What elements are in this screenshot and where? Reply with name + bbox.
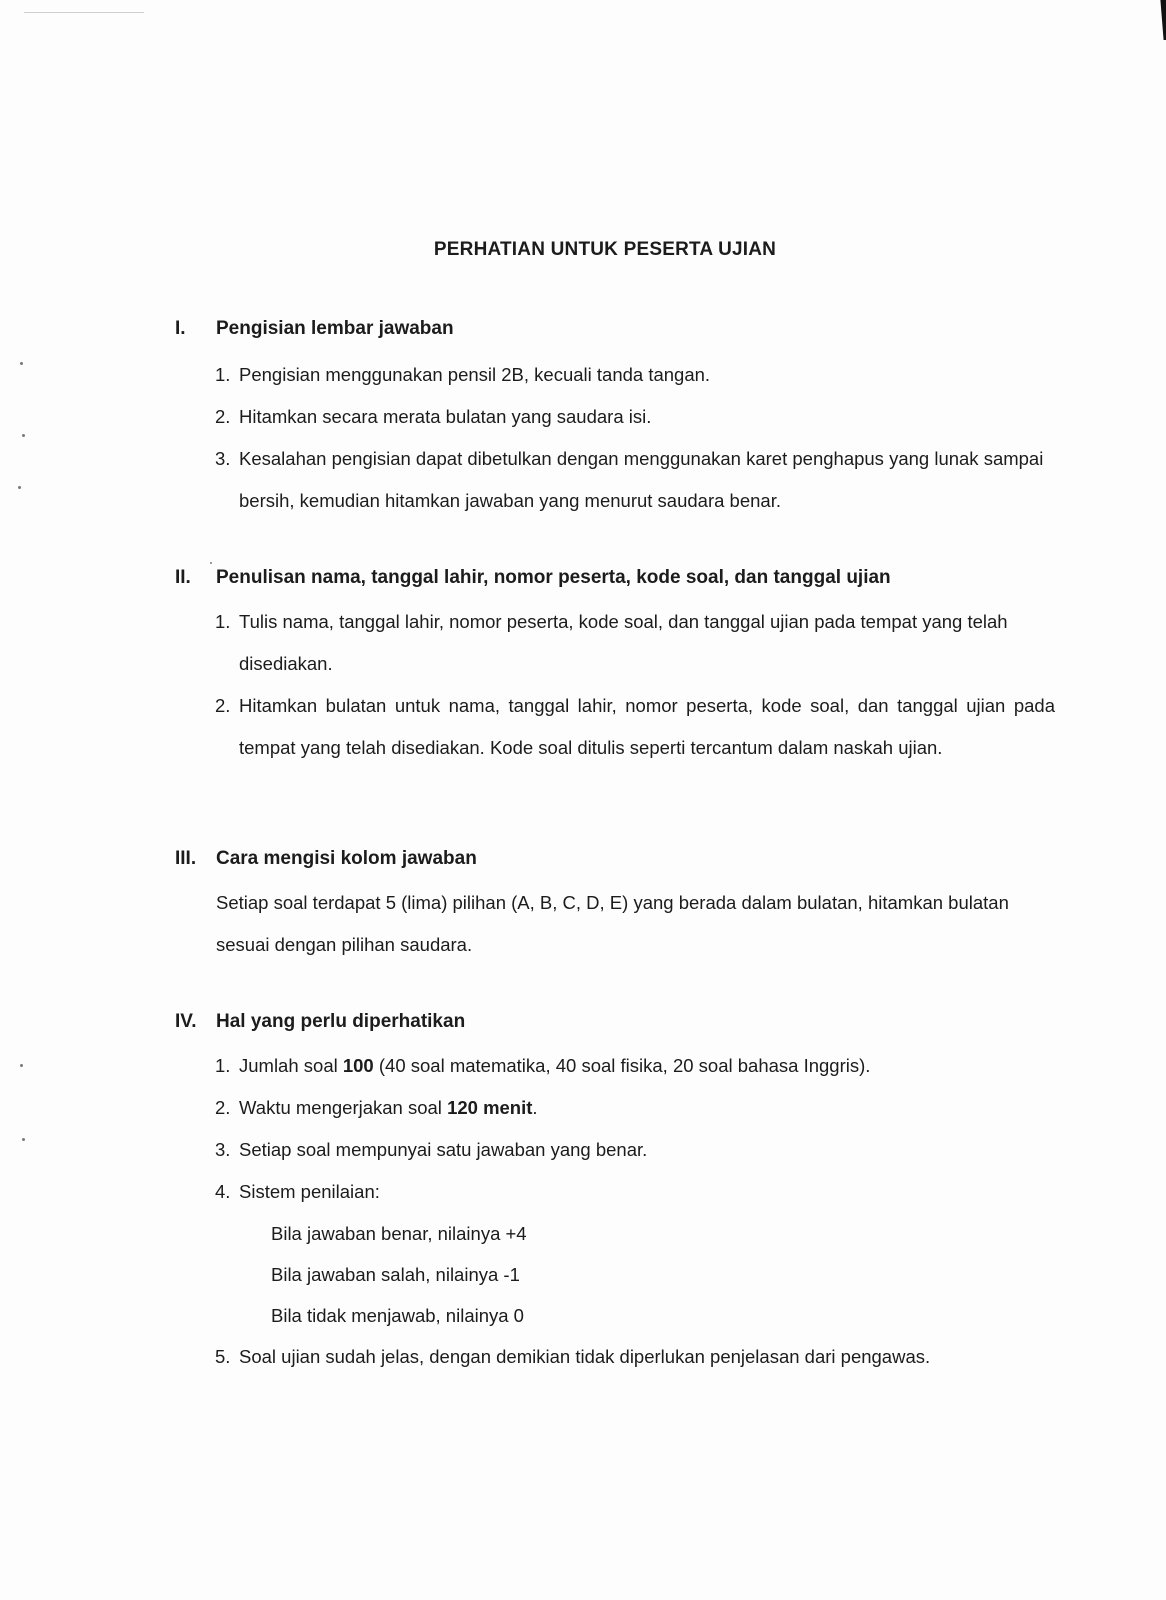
item-text: Pengisian menggunakan pensil 2B, kecuali tanda tangan.	[239, 364, 711, 385]
section-paragraph: Setiap soal terdapat 5 (lima) pilihan (A, B, C, D, E) yang berada dalam bulatan, hitamkan bulatan sesuai dengan pilihan saudara.	[216, 892, 1009, 955]
item-number: 4.	[215, 1181, 231, 1202]
section-header	[175, 318, 1055, 346]
item-number: 3.	[215, 1139, 231, 1160]
scan-speck	[22, 434, 25, 437]
item-text-end: (40 soal matematika, 40 soal fisika, 20 soal bahasa Inggris).	[373, 1055, 871, 1076]
item-text: Sistem penilaian:	[239, 1181, 380, 1202]
section-2	[175, 567, 1055, 769]
list-item	[215, 396, 1055, 438]
item-text-start: Jumlah soal	[239, 1055, 343, 1076]
item-text-end: .	[532, 1097, 538, 1118]
item-number: 1.	[215, 1055, 231, 1076]
section-heading: Cara mengisi kolom jawaban	[216, 848, 477, 869]
scan-speck	[210, 562, 212, 564]
list-item	[215, 685, 1055, 769]
scoring-rule: Bila jawaban benar, nilainya +4	[271, 1223, 527, 1244]
item-text-start: Waktu mengerjakan soal	[239, 1097, 448, 1118]
item-number: 1.	[215, 611, 231, 632]
section-heading: Penulisan nama, tanggal lahir, nomor peserta, kode soal, dan tanggal ujian	[216, 567, 891, 588]
item-list	[215, 354, 1055, 522]
item-number: 3.	[215, 448, 231, 469]
section-numeral: III.	[175, 848, 197, 869]
item-text: Hitamkan secara merata bulatan yang saudara isi.	[239, 406, 652, 427]
item-number: 2.	[215, 406, 231, 427]
scoring-rule: Bila tidak menjawab, nilainya 0	[271, 1305, 524, 1326]
item-text: Tulis nama, tanggal lahir, nomor peserta, kode soal, dan tanggal ujian pada tempat yang telah disediakan.	[239, 611, 1008, 674]
item-list	[215, 1045, 1055, 1378]
scan-speck	[18, 486, 21, 489]
item-list	[215, 601, 1055, 769]
item-text: Kesalahan pengisian dapat dibetulkan dengan menggunakan karet penghapus yang lunak sampai bersih, kemudian hitamkan jawaban yang menurut saudara benar.	[239, 448, 1044, 511]
list-item	[215, 354, 1055, 396]
section-3	[175, 848, 1055, 966]
question-count: 100	[342, 1055, 374, 1076]
list-item	[215, 1045, 1055, 1087]
section-4	[175, 1011, 1055, 1378]
item-number: 1.	[215, 364, 231, 385]
item-text: Setiap soal mempunyai satu jawaban yang benar.	[239, 1139, 648, 1160]
list-item	[215, 438, 1055, 522]
section-1	[175, 318, 1055, 522]
item-number: 2.	[215, 695, 231, 716]
scan-speck	[22, 1138, 25, 1141]
scoring-rule: Bila jawaban salah, nilainya -1	[271, 1264, 520, 1285]
page-title: PERHATIAN UNTUK PESERTA UJIAN	[433, 239, 777, 260]
section-header	[175, 567, 1055, 595]
item-number: 2.	[215, 1097, 231, 1118]
list-item	[215, 1336, 1055, 1378]
list-item	[215, 1129, 1055, 1171]
scan-top-line	[24, 12, 144, 13]
list-item	[215, 1171, 1055, 1336]
scan-edge-mark	[1158, 0, 1166, 40]
list-item	[215, 1087, 1055, 1129]
section-numeral: I.	[175, 318, 186, 339]
item-text: Hitamkan bulatan untuk nama, tanggal lahir, nomor peserta, kode soal, dan tanggal ujian pada tempat yang telah disediakan. Kode soal ditulis seperti tercantum dalam naskah ujian.	[239, 695, 1055, 758]
scan-speck	[20, 1064, 23, 1067]
section-header	[175, 848, 1055, 876]
time-limit: 120 menit	[447, 1097, 533, 1118]
item-text: Soal ujian sudah jelas, dengan demikian tidak diperlukan penjelasan dari pengawas.	[239, 1346, 931, 1367]
section-heading: Hal yang perlu diperhatikan	[216, 1011, 466, 1032]
scan-speck	[20, 362, 23, 365]
section-heading: Pengisian lembar jawaban	[216, 318, 454, 339]
list-item	[215, 601, 1055, 685]
item-number: 5.	[215, 1346, 231, 1367]
section-numeral: IV.	[175, 1011, 197, 1032]
section-numeral: II.	[175, 567, 191, 588]
section-header	[175, 1011, 1055, 1039]
